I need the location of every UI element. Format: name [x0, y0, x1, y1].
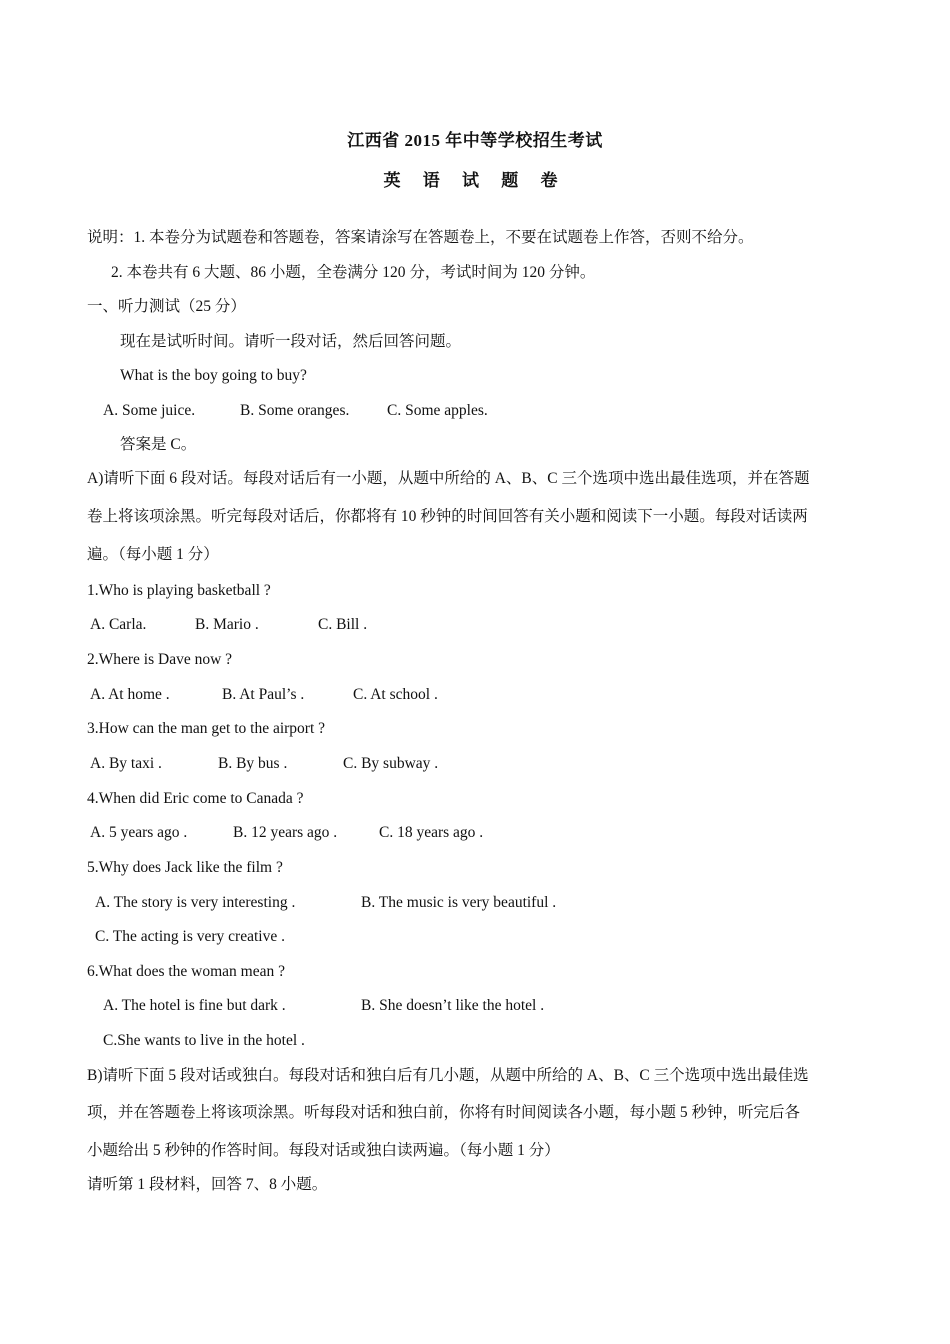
option-c: C.She wants to live in the hotel .	[103, 1032, 305, 1049]
option-a: A. Carla.	[90, 616, 147, 633]
example-option-a: A. Some juice.	[103, 402, 196, 419]
instruction-line-1: 说明：1. 本卷分为试题卷和答题卷，答案请涂写在答题卷上，不要在试题卷上作答，否则不给分。	[87, 229, 754, 246]
part-b-instruction-1: B)请听下面 5 段对话或独白。每段对话和独白后有几小题，从题中所给的 A、B、C 三个选项中选出最佳选	[87, 1067, 809, 1084]
option-a: A. 5 years ago .	[90, 824, 188, 841]
part-b-instruction-3: 小题给出 5 秒钟的作答时间。每段对话或独白读两遍。（每小题 1 分）	[87, 1142, 560, 1159]
question-stem: 4.When did Eric come to Canada ?	[87, 790, 304, 807]
exam-title: 江西省 2015 年中等学校招生考试	[347, 131, 603, 150]
option-c: C. The acting is very creative .	[95, 928, 285, 945]
part-a-instruction-3: 遍。（每小题 1 分）	[87, 546, 219, 563]
option-b: B. 12 years ago .	[233, 824, 338, 841]
option-c: C. Bill .	[318, 616, 368, 633]
example-question: What is the boy going to buy?	[120, 367, 307, 384]
option-a: A. At home .	[90, 686, 170, 703]
option-b: B. She doesn’t like the hotel .	[361, 997, 545, 1014]
part-b-instruction-4: 请听第 1 段材料，回答 7、8 小题。	[87, 1176, 328, 1193]
example-option-b: B. Some oranges.	[240, 402, 350, 419]
option-c: C. 18 years ago .	[379, 824, 484, 841]
option-b: B. At Paul’s .	[222, 686, 305, 703]
option-c: C. By subway .	[343, 755, 439, 772]
option-c: C. At school .	[353, 686, 438, 703]
question-stem: 5.Why does Jack like the film ?	[87, 859, 283, 876]
option-b: B. Mario .	[195, 616, 259, 633]
option-b: B. By bus .	[218, 755, 288, 772]
question-stem: 6.What does the woman mean ?	[87, 963, 285, 980]
part-b-instruction-2: 项，并在答题卷上将该项涂黑。听每段对话和独白前，你将有时间阅读各小题，每小题 5 秒钟，听完后各	[87, 1104, 801, 1121]
option-a: A. By taxi .	[90, 755, 162, 772]
instruction-line-2: 2. 本卷共有 6 大题、86 小题，全卷满分 120 分，考试时间为 120 分钟。	[111, 264, 596, 281]
section-heading: 一、听力测试（25 分）	[87, 298, 246, 315]
exam-subtitle: 英 语 试 题 卷	[383, 171, 567, 190]
part-a-instruction-1: A)请听下面 6 段对话。每段对话后有一小题，从题中所给的 A、B、C 三个选项中选出最佳选项，并在答题	[87, 470, 810, 487]
example-answer: 答案是 C。	[120, 436, 197, 453]
question-stem: 1.Who is playing basketball ?	[87, 582, 271, 599]
option-b: B. The music is very beautiful .	[361, 894, 557, 911]
part-a-instruction-2: 卷上将该项涂黑。听完每段对话后，你都将有 10 秒钟的时间回答有关小题和阅读下一小题。每段对话读两	[87, 508, 808, 525]
question-stem: 3.How can the man get to the airport ?	[87, 720, 326, 737]
option-a: A. The story is very interesting .	[95, 894, 296, 911]
example-intro: 现在是试听时间。请听一段对话，然后回答问题。	[120, 333, 462, 350]
example-option-c: C. Some apples.	[387, 402, 488, 419]
question-stem: 2.Where is Dave now ?	[87, 651, 233, 668]
option-a: A. The hotel is fine but dark .	[103, 997, 286, 1014]
